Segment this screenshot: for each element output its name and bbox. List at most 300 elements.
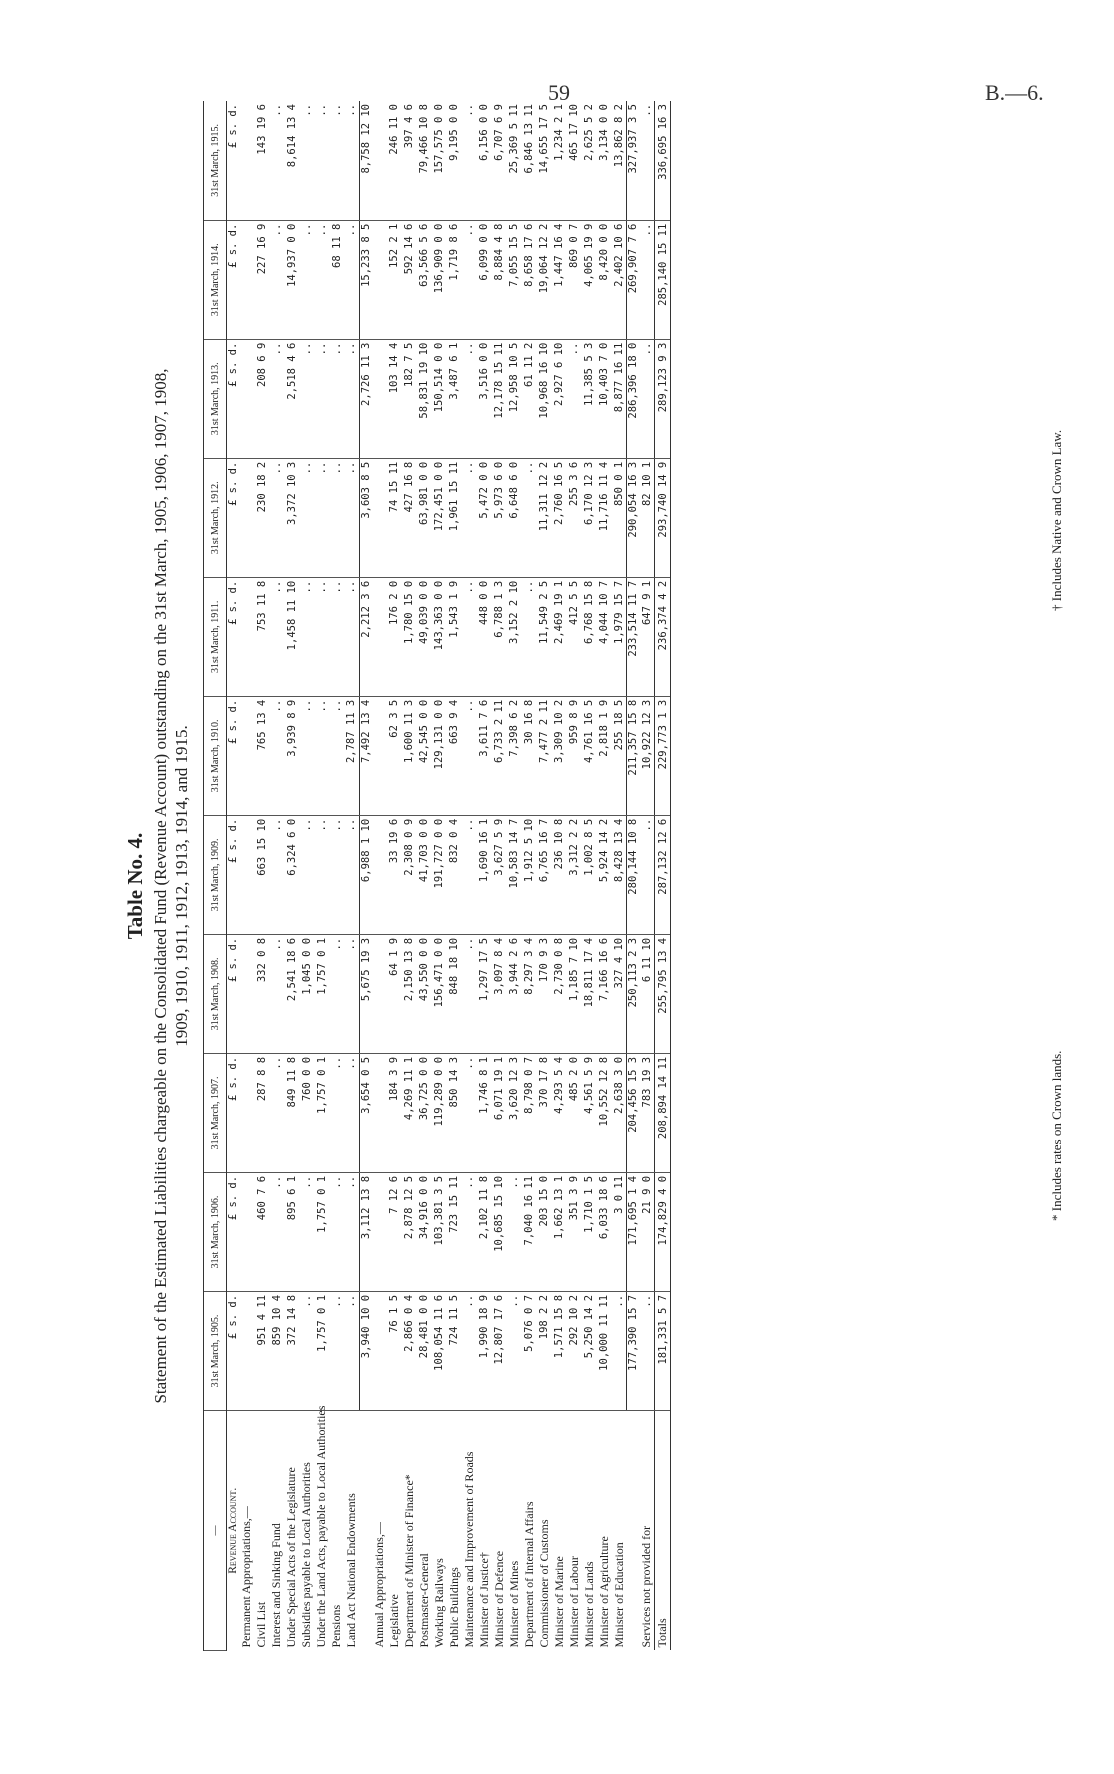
value-cell: 8,658 17 6 [522, 220, 537, 339]
value-cell: 1,185 7 10 [567, 934, 582, 1053]
value-cell: .. [299, 458, 314, 577]
row-label: Commissioner of Customs [536, 1519, 551, 1648]
value-cell: 233,514 11 7 [627, 577, 640, 696]
value-cell: 7,492 13 4 [359, 696, 372, 815]
value-cell: 4,044 10 7 [597, 577, 612, 696]
value-cell: 1,757 0 1 [314, 934, 329, 1053]
unit-cell: £ s. d. [227, 934, 240, 1053]
value-cell: .. [462, 339, 477, 458]
value-cell: 292 10 2 [567, 1291, 582, 1410]
value-cell: .. [329, 1172, 344, 1291]
value-cell: .. [639, 1291, 655, 1410]
unit-cell: £ s. d. [227, 220, 240, 339]
value-cell: .. [314, 696, 329, 815]
value-cell: 5,472 0 0 [477, 458, 492, 577]
value-cell: 103,381 3 5 [432, 1172, 447, 1291]
value-cell: 1,045 0 0 [299, 934, 314, 1053]
value-cell [239, 220, 254, 339]
value-cell [372, 815, 387, 934]
table-row [387, 101, 402, 1651]
table-row [462, 101, 477, 1651]
row-label [627, 1411, 640, 1651]
col-header: 31st March, 1909. [204, 815, 227, 934]
value-cell: 2,469 19 1 [552, 577, 567, 696]
value-cell: .. [344, 577, 359, 696]
value-cell: 1,912 5 10 [522, 815, 537, 934]
value-cell: 10,968 16 10 [537, 339, 552, 458]
row-label: Minister of Marine [551, 1556, 566, 1648]
value-cell: 11,549 2 5 [537, 577, 552, 696]
row-label: Permanent Appropriations,— [239, 1506, 253, 1648]
value-cell: 191,727 0 0 [432, 815, 447, 934]
table-body [227, 101, 671, 1651]
value-cell [239, 101, 254, 220]
value-cell: 255,795 13 4 [655, 934, 671, 1053]
value-cell: 2,726 11 3 [359, 339, 372, 458]
row-label: Totals [655, 1411, 671, 1651]
table-row [582, 101, 597, 1651]
value-cell: 18,811 17 4 [582, 934, 597, 1053]
value-cell: 62 3 5 [387, 696, 402, 815]
value-cell: 448 0 0 [477, 577, 492, 696]
row-label: Working Railways [431, 1558, 446, 1648]
value-cell: 2,212 3 6 [359, 577, 372, 696]
table-row [417, 101, 432, 1651]
row-label: Public Buildings [446, 1567, 461, 1648]
value-cell: 7,040 16 11 [522, 1172, 537, 1291]
value-cell: 1,690 16 1 [477, 815, 492, 934]
value-cell: 3,939 8 9 [284, 696, 299, 815]
section-heading-revenue: Revenue Account. [227, 1487, 239, 1574]
value-cell: 647 9 1 [639, 577, 655, 696]
value-cell: .. [344, 1291, 359, 1410]
value-cell: 850 14 3 [447, 1053, 462, 1172]
value-cell: 203 15 0 [537, 1172, 552, 1291]
value-cell: 229,773 1 3 [655, 696, 671, 815]
value-cell: 3,627 5 9 [492, 815, 507, 934]
table-row [329, 101, 344, 1651]
value-cell [372, 101, 387, 220]
value-cell: 6,765 16 7 [537, 815, 552, 934]
subtotal-permanent-row [359, 101, 372, 1651]
subtitle-line-1: Statement of the Estimated Liabilities chargeable on the Consolidated Fund (Revenue Account) outstanding on the 31st March, 1905, 1906, 1907, 1908, [151, 368, 170, 1404]
table-row [284, 101, 299, 1651]
value-cell: .. [269, 815, 284, 934]
value-cell: 12,807 17 6 [492, 1291, 507, 1410]
table-row [314, 101, 329, 1651]
value-cell: 1,979 15 7 [612, 577, 627, 696]
value-cell: 2,866 0 4 [402, 1291, 417, 1410]
value-cell: .. [269, 339, 284, 458]
value-cell: .. [329, 458, 344, 577]
value-cell: 1,600 11 3 [402, 696, 417, 815]
value-cell: 2,150 13 8 [402, 934, 417, 1053]
value-cell: 3,611 7 6 [477, 696, 492, 815]
value-cell: 869 0 7 [567, 220, 582, 339]
value-cell: 3,620 12 3 [507, 1053, 522, 1172]
value-cell: 74 15 11 [387, 458, 402, 577]
unit-cell: £ s. d. [227, 458, 240, 577]
row-label: Minister of Defence [491, 1550, 506, 1648]
value-cell: 1,458 11 10 [284, 577, 299, 696]
value-cell: 182 7 5 [402, 339, 417, 458]
value-cell: .. [329, 815, 344, 934]
value-cell: 3,112 13 8 [359, 1172, 372, 1291]
value-cell [239, 1291, 254, 1410]
value-cell [372, 1172, 387, 1291]
value-cell: 7,166 16 6 [597, 934, 612, 1053]
value-cell [372, 339, 387, 458]
value-cell: .. [344, 934, 359, 1053]
value-cell: 30 16 8 [522, 696, 537, 815]
value-cell: 6,071 19 1 [492, 1053, 507, 1172]
value-cell: 8,428 13 4 [612, 815, 627, 934]
value-cell: .. [462, 1053, 477, 1172]
value-cell: .. [329, 1291, 344, 1410]
value-cell: 208,894 14 11 [655, 1053, 671, 1172]
footnote-crown-lands: * Includes rates on Crown lands. [1049, 1050, 1064, 1221]
value-cell: .. [639, 815, 655, 934]
value-cell: .. [329, 101, 344, 220]
value-cell: .. [314, 220, 329, 339]
value-cell: 1,719 8 6 [447, 220, 462, 339]
value-cell [372, 1053, 387, 1172]
value-cell: 290,054 16 3 [627, 458, 640, 577]
value-cell: .. [269, 934, 284, 1053]
column-header-row [204, 101, 227, 1651]
value-cell: 21 9 0 [639, 1172, 655, 1291]
section-heading-permanent [239, 101, 254, 1651]
table-row [492, 101, 507, 1651]
col-header: 31st March, 1908. [204, 934, 227, 1053]
value-cell: 14,937 0 0 [284, 220, 299, 339]
subtotal-annual-row [627, 101, 640, 1651]
value-cell: .. [462, 220, 477, 339]
value-cell: 1,002 8 5 [582, 815, 597, 934]
subtitle-line-2: 1909, 1910, 1911, 1912, 1913, 1914, and 1915. [172, 725, 191, 1047]
unit-cell: £ s. d. [227, 815, 240, 934]
value-cell: .. [344, 815, 359, 934]
value-cell: 783 19 3 [639, 1053, 655, 1172]
services-row [639, 101, 655, 1651]
table-row [402, 101, 417, 1651]
value-cell: 848 18 10 [447, 934, 462, 1053]
value-cell: 2,730 0 8 [552, 934, 567, 1053]
value-cell: 370 17 8 [537, 1053, 552, 1172]
value-cell: 5,924 14 2 [597, 815, 612, 934]
value-cell: 171,695 1 4 [627, 1172, 640, 1291]
row-label: Pensions [329, 1604, 343, 1648]
value-cell [239, 577, 254, 696]
value-cell: 10,922 12 3 [639, 696, 655, 815]
value-cell: 230 18 2 [254, 458, 269, 577]
value-cell: 208 6 9 [254, 339, 269, 458]
value-cell: 485 2 0 [567, 1053, 582, 1172]
row-label: Department of Minister of Finance* [401, 1474, 416, 1648]
value-cell: 5,973 6 0 [492, 458, 507, 577]
value-cell [372, 458, 387, 577]
value-cell: 4,761 16 5 [582, 696, 597, 815]
value-cell: .. [344, 339, 359, 458]
value-cell: .. [567, 339, 582, 458]
value-cell: 8,758 12 10 [359, 101, 372, 220]
value-cell: .. [639, 339, 655, 458]
value-cell: 1,234 2 1 [552, 101, 567, 220]
value-cell: .. [329, 339, 344, 458]
value-cell: .. [269, 1172, 284, 1291]
value-cell: 4,065 19 9 [582, 220, 597, 339]
value-cell: .. [462, 1172, 477, 1291]
value-cell: 4,269 11 1 [402, 1053, 417, 1172]
value-cell: 753 11 8 [254, 577, 269, 696]
value-cell: 327 4 10 [612, 934, 627, 1053]
value-cell: 3,134 0 0 [597, 101, 612, 220]
value-cell: 663 15 10 [254, 815, 269, 934]
value-cell [239, 815, 254, 934]
value-cell: .. [299, 696, 314, 815]
value-cell [372, 220, 387, 339]
value-cell: 2,308 0 9 [402, 815, 417, 934]
value-cell: 10,583 14 7 [507, 815, 522, 934]
value-cell [239, 458, 254, 577]
col-header: 31st March, 1912. [204, 458, 227, 577]
col-header: 31st March, 1905. [204, 1291, 227, 1410]
value-cell: .. [269, 696, 284, 815]
value-cell [239, 934, 254, 1053]
value-cell: 280,144 10 8 [627, 815, 640, 934]
value-cell: 15,233 8 5 [359, 220, 372, 339]
unit-cell: £ s. d. [227, 1172, 240, 1291]
table-row [612, 101, 627, 1651]
value-cell: 1,297 17 5 [477, 934, 492, 1053]
row-label: Minister of Lands [581, 1561, 596, 1648]
value-cell: 2,787 11 3 [344, 696, 359, 815]
table-row [537, 101, 552, 1651]
value-cell: 150,514 0 0 [432, 339, 447, 458]
value-cell: .. [299, 101, 314, 220]
value-cell: 6,788 1 3 [492, 577, 507, 696]
value-cell: 119,289 0 0 [432, 1053, 447, 1172]
liabilities-table [203, 101, 671, 1651]
rotated-table-block [105, 71, 1109, 1671]
value-cell: 6,988 1 10 [359, 815, 372, 934]
page-number: 59 [548, 80, 570, 105]
value-cell: 6,648 6 0 [507, 458, 522, 577]
value-cell: 6,707 6 9 [492, 101, 507, 220]
value-cell: .. [507, 1172, 522, 1291]
col-header: 31st March, 1915. [204, 101, 227, 220]
value-cell: 287 8 8 [254, 1053, 269, 1172]
corner-header: — [204, 1411, 227, 1651]
col-header: 31st March, 1913. [204, 339, 227, 458]
value-cell: .. [522, 577, 537, 696]
unit-cell: £ s. d. [227, 339, 240, 458]
value-cell: 58,831 19 10 [417, 339, 432, 458]
value-cell: 14,655 17 5 [537, 101, 552, 220]
value-cell: .. [507, 1291, 522, 1410]
value-cell: 3,097 8 4 [492, 934, 507, 1053]
value-cell: .. [299, 577, 314, 696]
value-cell: 1,757 0 1 [314, 1053, 329, 1172]
value-cell: .. [269, 577, 284, 696]
value-cell: .. [329, 934, 344, 1053]
value-cell: 1,543 1 9 [447, 577, 462, 696]
value-cell: .. [344, 1172, 359, 1291]
value-cell: .. [314, 458, 329, 577]
table-row [522, 101, 537, 1651]
value-cell: 1,757 0 1 [314, 1172, 329, 1291]
row-label: Maintenance and Improvement of Roads [461, 1451, 476, 1648]
value-cell: 6,846 13 11 [522, 101, 537, 220]
value-cell: 4,293 5 4 [552, 1053, 567, 1172]
value-cell: .. [462, 934, 477, 1053]
page-reference: B.—6. [985, 80, 1044, 105]
value-cell: .. [314, 339, 329, 458]
value-cell: 3,309 10 2 [552, 696, 567, 815]
value-cell: .. [269, 458, 284, 577]
value-cell: 34,916 0 0 [417, 1172, 432, 1291]
value-cell: 63,566 5 6 [417, 220, 432, 339]
value-cell: 250,113 2 3 [627, 934, 640, 1053]
value-cell: 412 5 5 [567, 577, 582, 696]
unit-row [227, 101, 240, 1651]
value-cell: 10,403 7 0 [597, 339, 612, 458]
row-label: Annual Appropriations,— [371, 1522, 386, 1648]
value-cell: 3,603 8 5 [359, 458, 372, 577]
col-header: 31st March, 1910. [204, 696, 227, 815]
value-cell: 181,331 5 7 [655, 1291, 671, 1410]
value-cell: 849 11 8 [284, 1053, 299, 1172]
value-cell: 64 1 9 [387, 934, 402, 1053]
value-cell: 41,703 0 0 [417, 815, 432, 934]
value-cell: 351 3 9 [567, 1172, 582, 1291]
value-cell: 19,064 12 2 [537, 220, 552, 339]
table-row [477, 101, 492, 1651]
value-cell [239, 339, 254, 458]
value-cell: 174,829 4 0 [655, 1172, 671, 1291]
value-cell: 6 11 10 [639, 934, 655, 1053]
value-cell: 28,481 0 0 [417, 1291, 432, 1410]
value-cell: 255 3 6 [567, 458, 582, 577]
unit-cell: £ s. d. [227, 101, 240, 220]
value-cell: 7,398 6 2 [507, 696, 522, 815]
value-cell [239, 696, 254, 815]
value-cell: .. [299, 220, 314, 339]
value-cell: 1,961 15 11 [447, 458, 462, 577]
value-cell: 177,390 15 7 [627, 1291, 640, 1410]
row-label: Subsidies payable to Local Authorities [299, 1462, 313, 1648]
table-row [567, 101, 582, 1651]
value-cell: 760 0 0 [299, 1053, 314, 1172]
value-cell: 2,102 11 8 [477, 1172, 492, 1291]
table-title: Table No. 4. [123, 832, 147, 940]
value-cell: 1,447 16 4 [552, 220, 567, 339]
value-cell: .. [314, 101, 329, 220]
value-cell: .. [344, 458, 359, 577]
value-cell: 7 12 6 [387, 1172, 402, 1291]
value-cell: .. [639, 101, 655, 220]
value-cell: 12,178 15 11 [492, 339, 507, 458]
value-cell: 11,385 5 3 [582, 339, 597, 458]
value-cell: .. [462, 815, 477, 934]
value-cell: 211,357 15 8 [627, 696, 640, 815]
value-cell: 1,757 0 1 [314, 1291, 329, 1410]
value-cell: 7,477 2 11 [537, 696, 552, 815]
table-row [299, 101, 314, 1651]
value-cell: 76 1 5 [387, 1291, 402, 1410]
value-cell: 723 15 11 [447, 1172, 462, 1291]
value-cell: 152 2 1 [387, 220, 402, 339]
value-cell: 156,471 0 0 [432, 934, 447, 1053]
value-cell: 6,033 18 6 [597, 1172, 612, 1291]
value-cell: 10,000 11 11 [597, 1291, 612, 1410]
value-cell: 8,798 0 7 [522, 1053, 537, 1172]
value-cell: 5,076 0 7 [522, 1291, 537, 1410]
value-cell: 460 7 6 [254, 1172, 269, 1291]
value-cell: 63,981 0 0 [417, 458, 432, 577]
value-cell: .. [299, 815, 314, 934]
value-cell: 82 10 1 [639, 458, 655, 577]
value-cell: 1,571 15 8 [552, 1291, 567, 1410]
value-cell: 2,541 18 6 [284, 934, 299, 1053]
value-cell: 8,877 16 11 [612, 339, 627, 458]
value-cell: 6,768 15 8 [582, 577, 597, 696]
value-cell: .. [639, 220, 655, 339]
value-cell: 170 9 3 [537, 934, 552, 1053]
row-label: Services not provided for [639, 1525, 653, 1648]
value-cell: 287,132 12 6 [655, 815, 671, 934]
row-label: Under Special Acts of the Legislature [284, 1467, 298, 1648]
value-cell: 2,760 16 5 [552, 458, 567, 577]
value-cell: 36,725 0 0 [417, 1053, 432, 1172]
value-cell: 850 0 1 [612, 458, 627, 577]
row-label: Under the Land Acts, payable to Local Authorities [314, 1405, 328, 1648]
value-cell: 7,055 15 5 [507, 220, 522, 339]
value-cell: 33 19 6 [387, 815, 402, 934]
value-cell: 293,740 14 9 [655, 458, 671, 577]
value-cell: 1,990 18 9 [477, 1291, 492, 1410]
value-cell: 6,099 0 0 [477, 220, 492, 339]
value-cell: 2,518 4 6 [284, 339, 299, 458]
value-cell: 427 16 8 [402, 458, 417, 577]
value-cell: 1,780 15 0 [402, 577, 417, 696]
value-cell: 236 10 8 [552, 815, 567, 934]
value-cell: 61 11 2 [522, 339, 537, 458]
value-cell: 9,195 0 0 [447, 101, 462, 220]
value-cell: .. [314, 815, 329, 934]
value-cell: 859 10 4 [269, 1291, 284, 1410]
value-cell: .. [344, 220, 359, 339]
value-cell: 143 19 6 [254, 101, 269, 220]
value-cell: 336,695 16 3 [655, 101, 671, 220]
unit-cell: £ s. d. [227, 1291, 240, 1410]
value-cell: 4,561 5 9 [582, 1053, 597, 1172]
value-cell: 3 0 11 [612, 1172, 627, 1291]
value-cell: 13,862 8 2 [612, 101, 627, 220]
value-cell: 285,140 15 11 [655, 220, 671, 339]
value-cell: 3,516 0 0 [477, 339, 492, 458]
value-cell: 3,944 2 6 [507, 934, 522, 1053]
value-cell: 8,884 4 8 [492, 220, 507, 339]
value-cell: .. [462, 1291, 477, 1410]
row-label: Minister of Labour [566, 1556, 581, 1648]
value-cell: 663 9 4 [447, 696, 462, 815]
value-cell: 6,733 2 11 [492, 696, 507, 815]
value-cell: 765 13 4 [254, 696, 269, 815]
value-cell: 286,396 18 0 [627, 339, 640, 458]
value-cell: 12,958 10 5 [507, 339, 522, 458]
value-cell: 6,170 12 3 [582, 458, 597, 577]
